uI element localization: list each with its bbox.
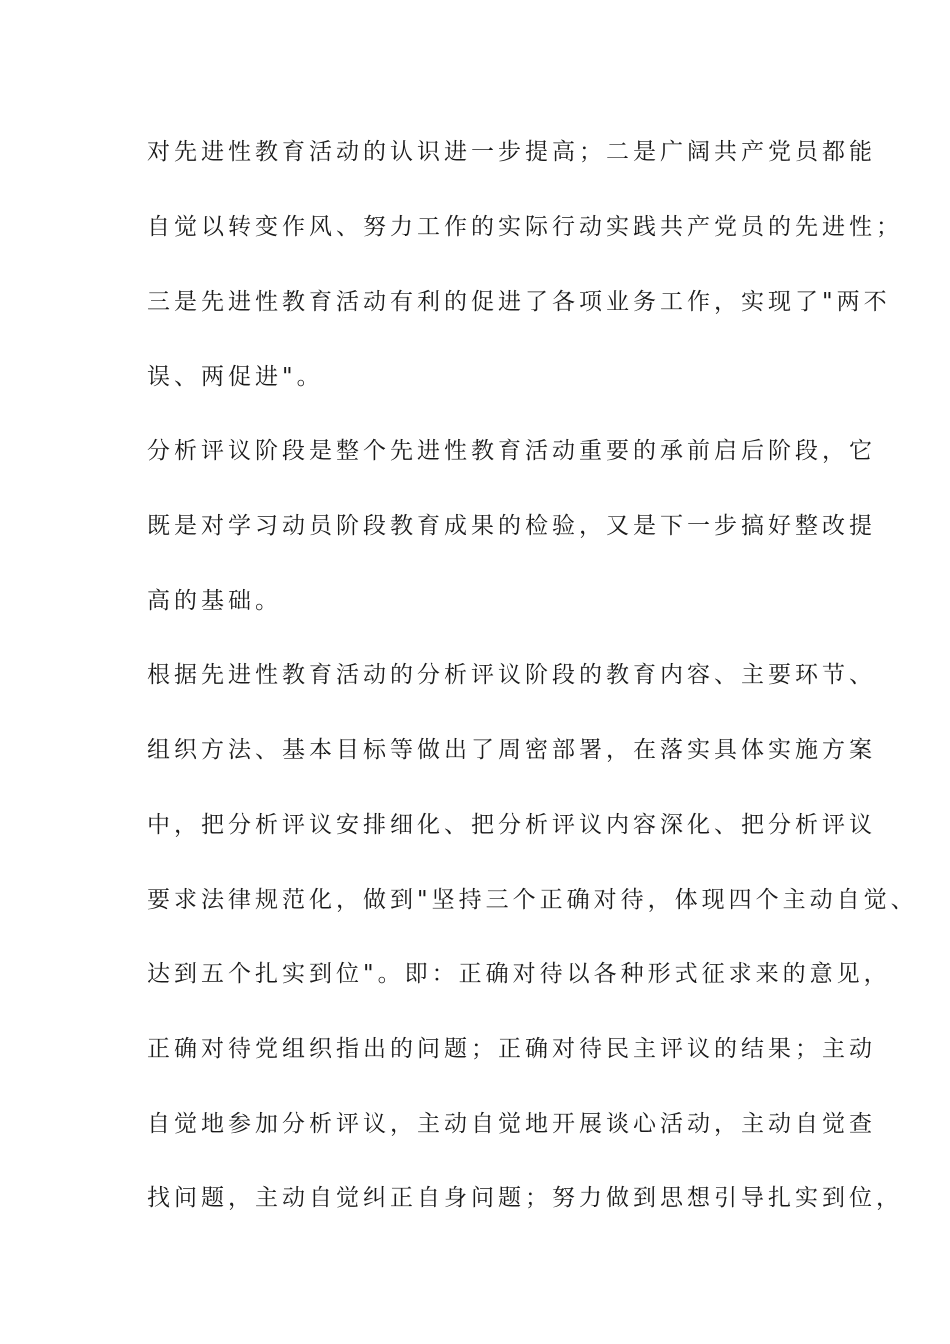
text-line: 组织方法、基本目标等做出了周密部署，在落实具体实施方案 [147, 737, 876, 763]
text-line: 高的基础。 [147, 588, 282, 614]
text-line: 正确对待党组织指出的问题；正确对待民主评议的结果；主动 [147, 1036, 876, 1062]
text-line: 自觉地参加分析评议，主动自觉地开展谈心活动，主动自觉查 [147, 1111, 876, 1137]
text-line: 达到五个扎实到位"。即：正确对待以各种形式征求来的意见， [147, 961, 891, 987]
text-line: 三是先进性教育活动有利的促进了各项业务工作，实现了"两不 [147, 289, 891, 315]
text-line: 根据先进性教育活动的分析评议阶段的教育内容、主要环节、 [147, 662, 876, 688]
text-line: 对先进性教育活动的认识进一步提高；二是广阔共产党员都能 [147, 139, 876, 165]
text-line: 既是对学习动员阶段教育成果的检验，又是下一步搞好整改提 [147, 513, 876, 539]
text-line: 自觉以转变作风、努力工作的实际行动实践共产党员的先进性； [147, 214, 903, 240]
text-line: 误、两促进"。 [147, 364, 324, 390]
text-line: 要求法律规范化，做到"坚持三个正确对待，体现四个主动自觉、 [147, 887, 918, 913]
text-line: 中，把分析评议安排细化、把分析评议内容深化、把分析评议 [147, 812, 876, 838]
text-line: 找问题，主动自觉纠正自身问题；努力做到思想引导扎实到位， [147, 1185, 903, 1211]
text-line: 分析评议阶段是整个先进性教育活动重要的承前启后阶段，它 [147, 438, 876, 464]
